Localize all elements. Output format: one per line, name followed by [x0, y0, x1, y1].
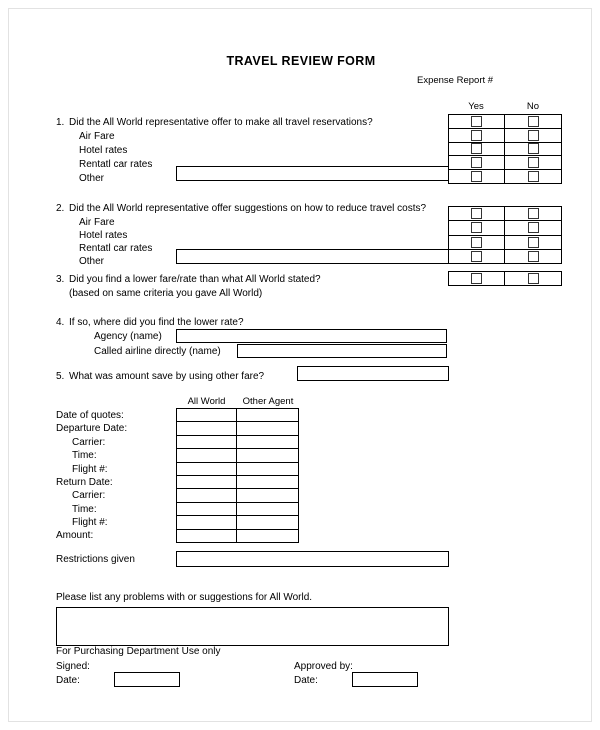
row-label-return-carrier: Carrier: [72, 490, 106, 501]
cell-other-agent[interactable] [237, 516, 297, 528]
question-2-item-air-fare: Air Fare [79, 217, 115, 228]
no-cell[interactable] [505, 170, 561, 183]
yes-cell[interactable] [449, 250, 505, 263]
cell-all-world[interactable] [177, 476, 237, 488]
approved-date-input[interactable] [352, 672, 418, 687]
cell-all-world[interactable] [177, 422, 237, 434]
question-3-yes-no-grid[interactable] [448, 271, 562, 286]
yes-cell[interactable] [449, 129, 505, 142]
question-1-other-input[interactable] [176, 166, 449, 181]
yes-cell[interactable] [449, 115, 505, 128]
checkbox-yes[interactable] [471, 157, 482, 168]
no-cell[interactable] [505, 115, 561, 128]
checkbox-no[interactable] [528, 116, 539, 127]
no-cell[interactable] [505, 221, 561, 234]
approved-date-label: Date: [294, 675, 318, 686]
question-2-yes-no-grid[interactable] [448, 206, 562, 264]
no-cell[interactable] [505, 207, 561, 220]
yes-cell[interactable] [449, 170, 505, 183]
table-row[interactable] [177, 449, 298, 462]
table-row[interactable] [177, 436, 298, 449]
checkbox-no[interactable] [528, 130, 539, 141]
signed-label: Signed: [56, 661, 90, 672]
checkbox-yes[interactable] [471, 171, 482, 182]
yes-no-row[interactable] [449, 115, 561, 129]
checkbox-no[interactable] [528, 143, 539, 154]
yes-no-row[interactable] [449, 170, 561, 183]
checkbox-yes[interactable] [471, 222, 482, 233]
row-label-return-date: Return Date: [56, 477, 113, 488]
row-label-departure-flight-number: Flight #: [72, 464, 108, 475]
cell-other-agent[interactable] [237, 503, 297, 515]
no-cell[interactable] [505, 156, 561, 169]
cell-other-agent[interactable] [237, 409, 297, 421]
question-1-item-rental-car-rates: Rentatl car rates [79, 159, 153, 170]
agency-name-label: Agency (name) [94, 331, 162, 342]
question-1-yes-no-grid[interactable] [448, 114, 562, 184]
approved-by-label: Approved by: [294, 661, 353, 672]
question-2-item-hotel-rates: Hotel rates [79, 230, 128, 241]
cell-all-world[interactable] [177, 516, 237, 528]
problems-label: Please list any problems with or suggestions for All World. [56, 592, 313, 603]
checkbox-yes[interactable] [471, 251, 482, 262]
called-airline-input[interactable] [237, 344, 447, 358]
problems-textarea[interactable] [56, 607, 449, 646]
checkbox-no[interactable] [528, 222, 539, 233]
question-1-item-air-fare: Air Fare [79, 131, 115, 142]
table-row[interactable] [177, 476, 298, 489]
question-4-number: 4. [56, 317, 65, 328]
column-header-all-world: All World [187, 396, 226, 407]
table-row[interactable] [177, 530, 298, 542]
cell-other-agent[interactable] [237, 489, 297, 501]
yes-no-row[interactable] [449, 156, 561, 170]
cell-other-agent[interactable] [237, 449, 297, 461]
cell-other-agent[interactable] [237, 436, 297, 448]
yes-cell[interactable] [449, 236, 505, 249]
checkbox-no[interactable] [528, 171, 539, 182]
yes-cell[interactable] [449, 143, 505, 156]
yes-cell[interactable] [449, 156, 505, 169]
table-row[interactable] [177, 463, 298, 476]
checkbox-no[interactable] [528, 273, 539, 284]
expense-report-label: Expense Report # [417, 75, 494, 86]
checkbox-yes[interactable] [471, 208, 482, 219]
question-1-item-other: Other [79, 173, 105, 184]
no-cell[interactable] [505, 129, 561, 142]
checkbox-yes[interactable] [471, 130, 482, 141]
row-label-return-flight-number: Flight #: [72, 517, 108, 528]
form-page [8, 8, 592, 722]
question-1-number: 1. [56, 117, 65, 128]
no-column-header: No [526, 101, 540, 112]
yes-no-row[interactable] [449, 236, 561, 250]
yes-no-row[interactable] [449, 250, 561, 263]
checkbox-yes[interactable] [471, 116, 482, 127]
question-3-number: 3. [56, 274, 65, 285]
cell-all-world[interactable] [177, 503, 237, 515]
comparison-table[interactable] [176, 408, 299, 543]
row-label-departure-time: Time: [72, 450, 97, 461]
yes-no-row[interactable] [449, 143, 561, 157]
yes-cell[interactable] [449, 221, 505, 234]
checkbox-no[interactable] [528, 251, 539, 262]
no-cell[interactable] [505, 250, 561, 263]
no-cell[interactable] [505, 236, 561, 249]
checkbox-yes[interactable] [471, 273, 482, 284]
no-cell[interactable] [505, 143, 561, 156]
restrictions-input[interactable] [176, 551, 449, 567]
table-row[interactable] [177, 489, 298, 502]
cell-other-agent[interactable] [237, 476, 297, 488]
signed-date-input[interactable] [114, 672, 180, 687]
called-airline-label: Called airline directly (name) [94, 346, 221, 357]
question-5-text: What was amount save by using other fare? [69, 371, 265, 382]
question-2-text: Did the All World representative offer suggestions on how to reduce travel costs? [69, 203, 427, 214]
checkbox-no[interactable] [528, 237, 539, 248]
checkbox-no[interactable] [528, 208, 539, 219]
cell-all-world[interactable] [177, 530, 237, 542]
question-5-amount-input[interactable] [297, 366, 449, 381]
cell-all-world[interactable] [177, 409, 237, 421]
question-2-other-input[interactable] [176, 249, 449, 264]
cell-all-world[interactable] [177, 449, 237, 461]
question-3-text-line2: (based on same criteria you gave All World) [69, 288, 263, 299]
row-label-amount: Amount: [56, 530, 94, 541]
yes-no-row[interactable] [449, 221, 561, 235]
table-row[interactable] [177, 503, 298, 516]
yes-cell[interactable] [449, 272, 505, 285]
table-row[interactable] [177, 516, 298, 529]
cell-all-world[interactable] [177, 489, 237, 501]
page-title: TRAVEL REVIEW FORM [226, 54, 376, 68]
table-row[interactable] [177, 409, 298, 422]
row-label-departure-carrier: Carrier: [72, 437, 106, 448]
no-cell[interactable] [505, 272, 561, 285]
cell-other-agent[interactable] [237, 463, 297, 475]
question-5-number: 5. [56, 371, 65, 382]
signed-date-label: Date: [56, 675, 80, 686]
purchasing-heading: For Purchasing Department Use only [56, 646, 221, 657]
yes-no-row[interactable] [449, 272, 561, 285]
row-label-return-time: Time: [72, 504, 97, 515]
cell-other-agent[interactable] [237, 530, 297, 542]
yes-cell[interactable] [449, 207, 505, 220]
question-1-item-hotel-rates: Hotel rates [79, 145, 128, 156]
question-2-number: 2. [56, 203, 65, 214]
question-3-text: Did you find a lower fare/rate than what All World stated? [69, 274, 321, 285]
yes-no-row[interactable] [449, 207, 561, 221]
cell-all-world[interactable] [177, 436, 237, 448]
restrictions-label: Restrictions given [56, 554, 135, 565]
question-1-text: Did the All World representative offer to make all travel reservations? [69, 117, 373, 128]
agency-name-input[interactable] [176, 329, 447, 343]
question-2-item-other: Other [79, 256, 105, 267]
checkbox-no[interactable] [528, 157, 539, 168]
yes-column-header: Yes [468, 101, 484, 112]
row-label-date-of-quotes: Date of quotes: [56, 410, 124, 421]
checkbox-yes[interactable] [471, 143, 482, 154]
table-row[interactable] [177, 422, 298, 435]
cell-other-agent[interactable] [237, 422, 297, 434]
cell-all-world[interactable] [177, 463, 237, 475]
question-4-text: If so, where did you find the lower rate? [69, 317, 244, 328]
yes-no-row[interactable] [449, 129, 561, 143]
row-label-departure-date: Departure Date: [56, 423, 128, 434]
checkbox-yes[interactable] [471, 237, 482, 248]
question-2-item-rental-car-rates: Rentatl car rates [79, 243, 153, 254]
column-header-other-agent: Other Agent [242, 396, 294, 407]
